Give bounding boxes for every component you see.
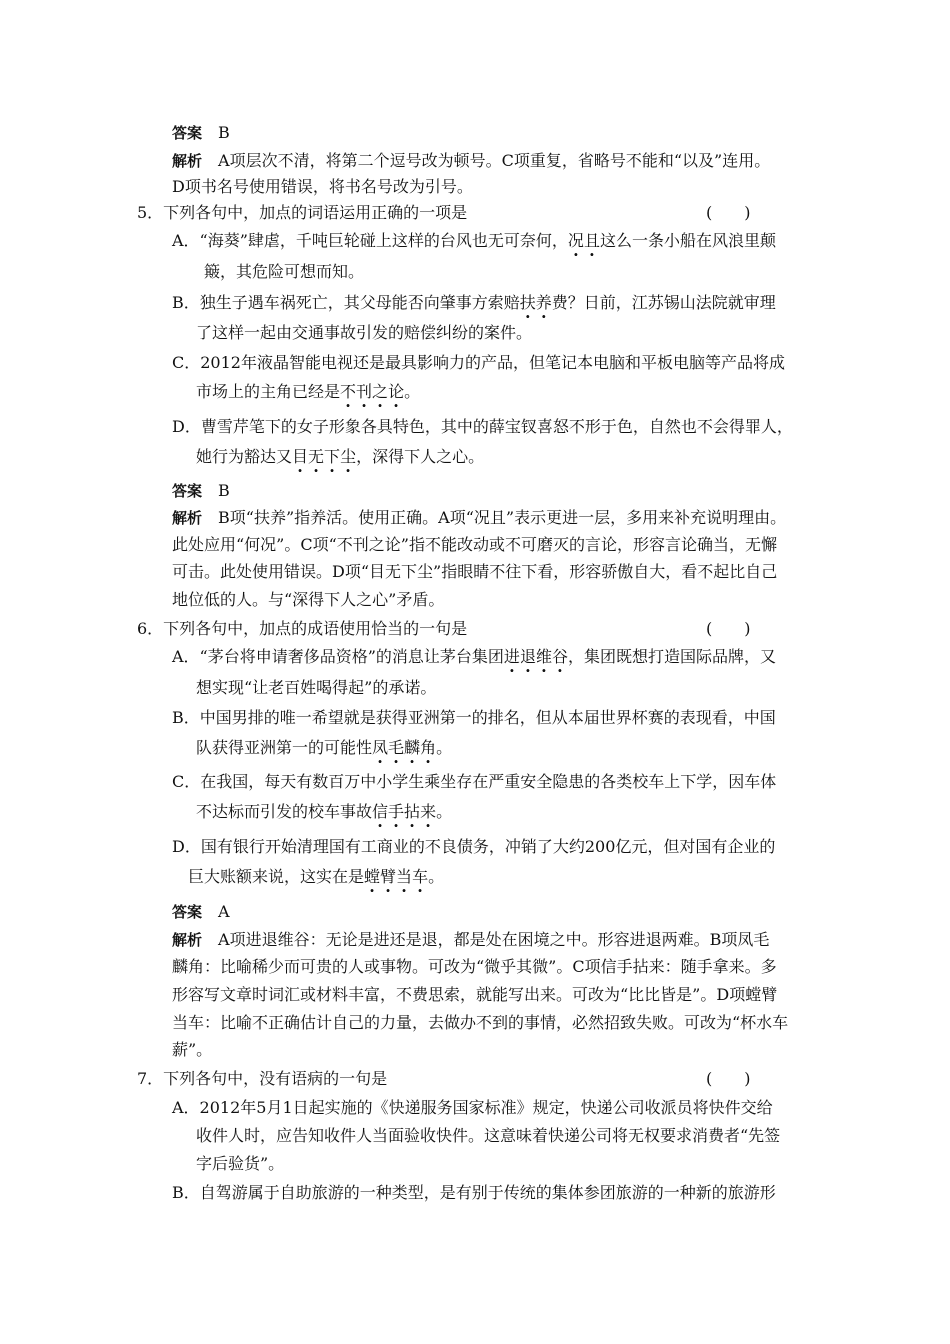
option-d: D．曹雪芹笔下的女子形象各具特色，其中的薛宝钗喜怒不形于色，自然也不会得罪人， [172, 417, 793, 436]
option-a-cont: 字后验货”。 [196, 1154, 285, 1173]
option-c: C．2012年液晶智能电视还是最具影响力的产品，但笔记本电脑和平板电脑等产品将成 [172, 353, 785, 372]
option-a-cont: 收件人时，应告知收件人当面验收快件。这意味着快递公司将无权要求消费者“先签 [196, 1126, 781, 1145]
emphasis-dot-char: 来 [420, 802, 437, 821]
option-b: B．自驾游属于自助旅游的一种类型，是有别于传统的集体参团旅游的一种新的旅游形 [172, 1183, 776, 1202]
emphasis-dot-char: 拈 [404, 802, 421, 821]
emphasis-dot-char: 无 [308, 447, 325, 466]
emphasis-dot-char: 尘 [340, 447, 357, 466]
emphasis-dot-char: 角 [420, 738, 437, 757]
question-stem: 5．下列各句中，加点的词语运用正确的一项是 [137, 203, 468, 222]
emphasis-dot-char: 臂 [380, 867, 397, 886]
answer-line [172, 122, 230, 144]
emphasis-dot-char: 刊 [356, 382, 373, 401]
option-d-cont: 她行为豁达又目无下尘，深得下人之心。 [196, 447, 485, 466]
answer-blank: ( ) [706, 203, 751, 222]
emphasis-dot-char: 扶 [519, 293, 536, 312]
answer-value: B [218, 123, 230, 142]
emphasis-dot-char: 谷 [551, 647, 568, 666]
explanation-label: 解析 [172, 152, 203, 170]
emphasis-dot-char: 不 [340, 382, 357, 401]
emphasis-dot-char: 螳 [364, 867, 381, 886]
answer-line: 答案 A [172, 902, 230, 921]
answer-blank: ( ) [706, 619, 751, 638]
answer-blank: ( ) [706, 1069, 751, 1088]
emphasis-dot-char: 车 [412, 867, 429, 886]
emphasis-dot-char: 论 [388, 382, 405, 401]
explanation-line: D项书名号使用错误，将书名号改为引号。 [172, 177, 473, 196]
dotted-word [504, 647, 568, 666]
explanation-line: 解析 B项“扶养”指养活。使用正确。A项“况且”表示更进一层，多用来补充说明理由。 [172, 508, 787, 527]
option-b-cont: 队获得亚洲第一的可能性凤毛麟角。 [196, 738, 453, 757]
emphasis-dot-char: 之 [372, 382, 389, 401]
explanation-line: 解析 A项层次不清，将第二个逗号改为顿号。C项重复，省略号不能和“以及”连用。 [172, 151, 771, 170]
emphasis-dot-char: 维 [535, 647, 552, 666]
dotted-word [292, 447, 356, 466]
explanation-line: 麟角：比喻稀少而可贵的人或事物。可改为“微乎其微”。C项信手拈来：随手拿来。多 [172, 957, 777, 976]
option-b-cont: 了这样一起由交通事故引发的赔偿纠纷的案件。 [196, 323, 533, 342]
option-c: C．在我国，每天有数百万中小学生乘坐存在严重安全隐患的各类校车上下学，因车体 [172, 772, 777, 791]
emphasis-dot-char: 且 [583, 231, 600, 250]
explanation-line: 此处应用“何况”。C项“不刊之论”指不能改动或不可磨灭的言论，形容言论确当，无懈 [172, 535, 777, 554]
emphasis-dot-char: 退 [519, 647, 536, 666]
answer-line: 答案 B [172, 481, 230, 500]
question-stem: 6．下列各句中，加点的成语使用恰当的一句是 [137, 619, 468, 638]
explanation-line: 地位低的人。与“深得下人之心”矛盾。 [172, 590, 445, 609]
emphasis-dot-char: 毛 [388, 738, 405, 757]
option-a: A．“茅台将申请奢侈品资格”的消息让茅台集团进退维谷，集团既想打造国际品牌，又 [172, 647, 776, 666]
option-c-cont: 不达标而引发的校车事故信手拈来。 [196, 802, 453, 821]
option-a-cont: 簸，其危险可想而知。 [204, 262, 365, 281]
emphasis-dot-char: 凤 [372, 738, 389, 757]
emphasis-dot-char: 信 [372, 802, 389, 821]
dotted-word [520, 293, 552, 312]
option-d-cont: 巨大账额来说，这实在是螳臂当车。 [188, 867, 445, 886]
option-d: D．国有银行开始清理国有工商业的不良债务，冲销了大约200亿元，但对国有企业的 [172, 837, 776, 856]
answer-label: 答案 [172, 124, 203, 142]
dotted-word [372, 738, 436, 757]
option-b: B．独生子遇车祸死亡，其父母能否向肇事方索赔扶养费？日前，江苏锡山法院就审理 [172, 293, 776, 312]
emphasis-dot-char: 进 [503, 647, 520, 666]
emphasis-dot-char: 当 [396, 867, 413, 886]
emphasis-dot-char: 况 [567, 231, 584, 250]
emphasis-dot-char: 手 [388, 802, 405, 821]
dotted-word [372, 802, 436, 821]
dotted-word [340, 382, 404, 401]
dotted-word [364, 867, 428, 886]
option-b: B．中国男排的唯一希望就是获得亚洲第一的排名，但从本届世界杯赛的表现看，中国 [172, 708, 776, 727]
dotted-word [568, 231, 600, 250]
option-a-cont: 想实现“让老百姓喝得起”的承诺。 [196, 678, 437, 697]
explanation-line: 可击。此处使用错误。D项“目无下尘”指眼睛不往下看，形容骄傲自大，看不起比自己 [172, 562, 778, 581]
explanation-line: 形容写文章时词汇或材料丰富，不费思索，就能写出来。可改为“比比皆是”。D项螳臂 [172, 985, 778, 1004]
emphasis-dot-char: 目 [292, 447, 309, 466]
emphasis-dot-char: 下 [324, 447, 341, 466]
explanation-line: 薪”。 [172, 1040, 213, 1059]
question-stem: 7．下列各句中，没有语病的一句是 [137, 1069, 388, 1088]
option-a: A．“海葵”肆虐，千吨巨轮碰上这样的台风也无可奈何，况且这么一条小船在风浪里颠 [172, 231, 776, 250]
option-c-cont: 市场上的主角已经是不刊之论。 [196, 382, 421, 401]
emphasis-dot-char: 麟 [404, 738, 421, 757]
emphasis-dot-char: 养 [535, 293, 552, 312]
explanation-line: 解析 A项进退维谷：无论是进还是退，都是处在困境之中。形容进退两难。B项凤毛 [172, 930, 770, 949]
explanation-line: 当车：比喻不正确估计自己的力量，去做办不到的事情，必然招致失败。可改为“杯水车 [172, 1013, 789, 1032]
option-a: A．2012年5月1日起实施的《快递服务国家标准》规定，快递公司收派员将快件交给 [172, 1098, 773, 1117]
